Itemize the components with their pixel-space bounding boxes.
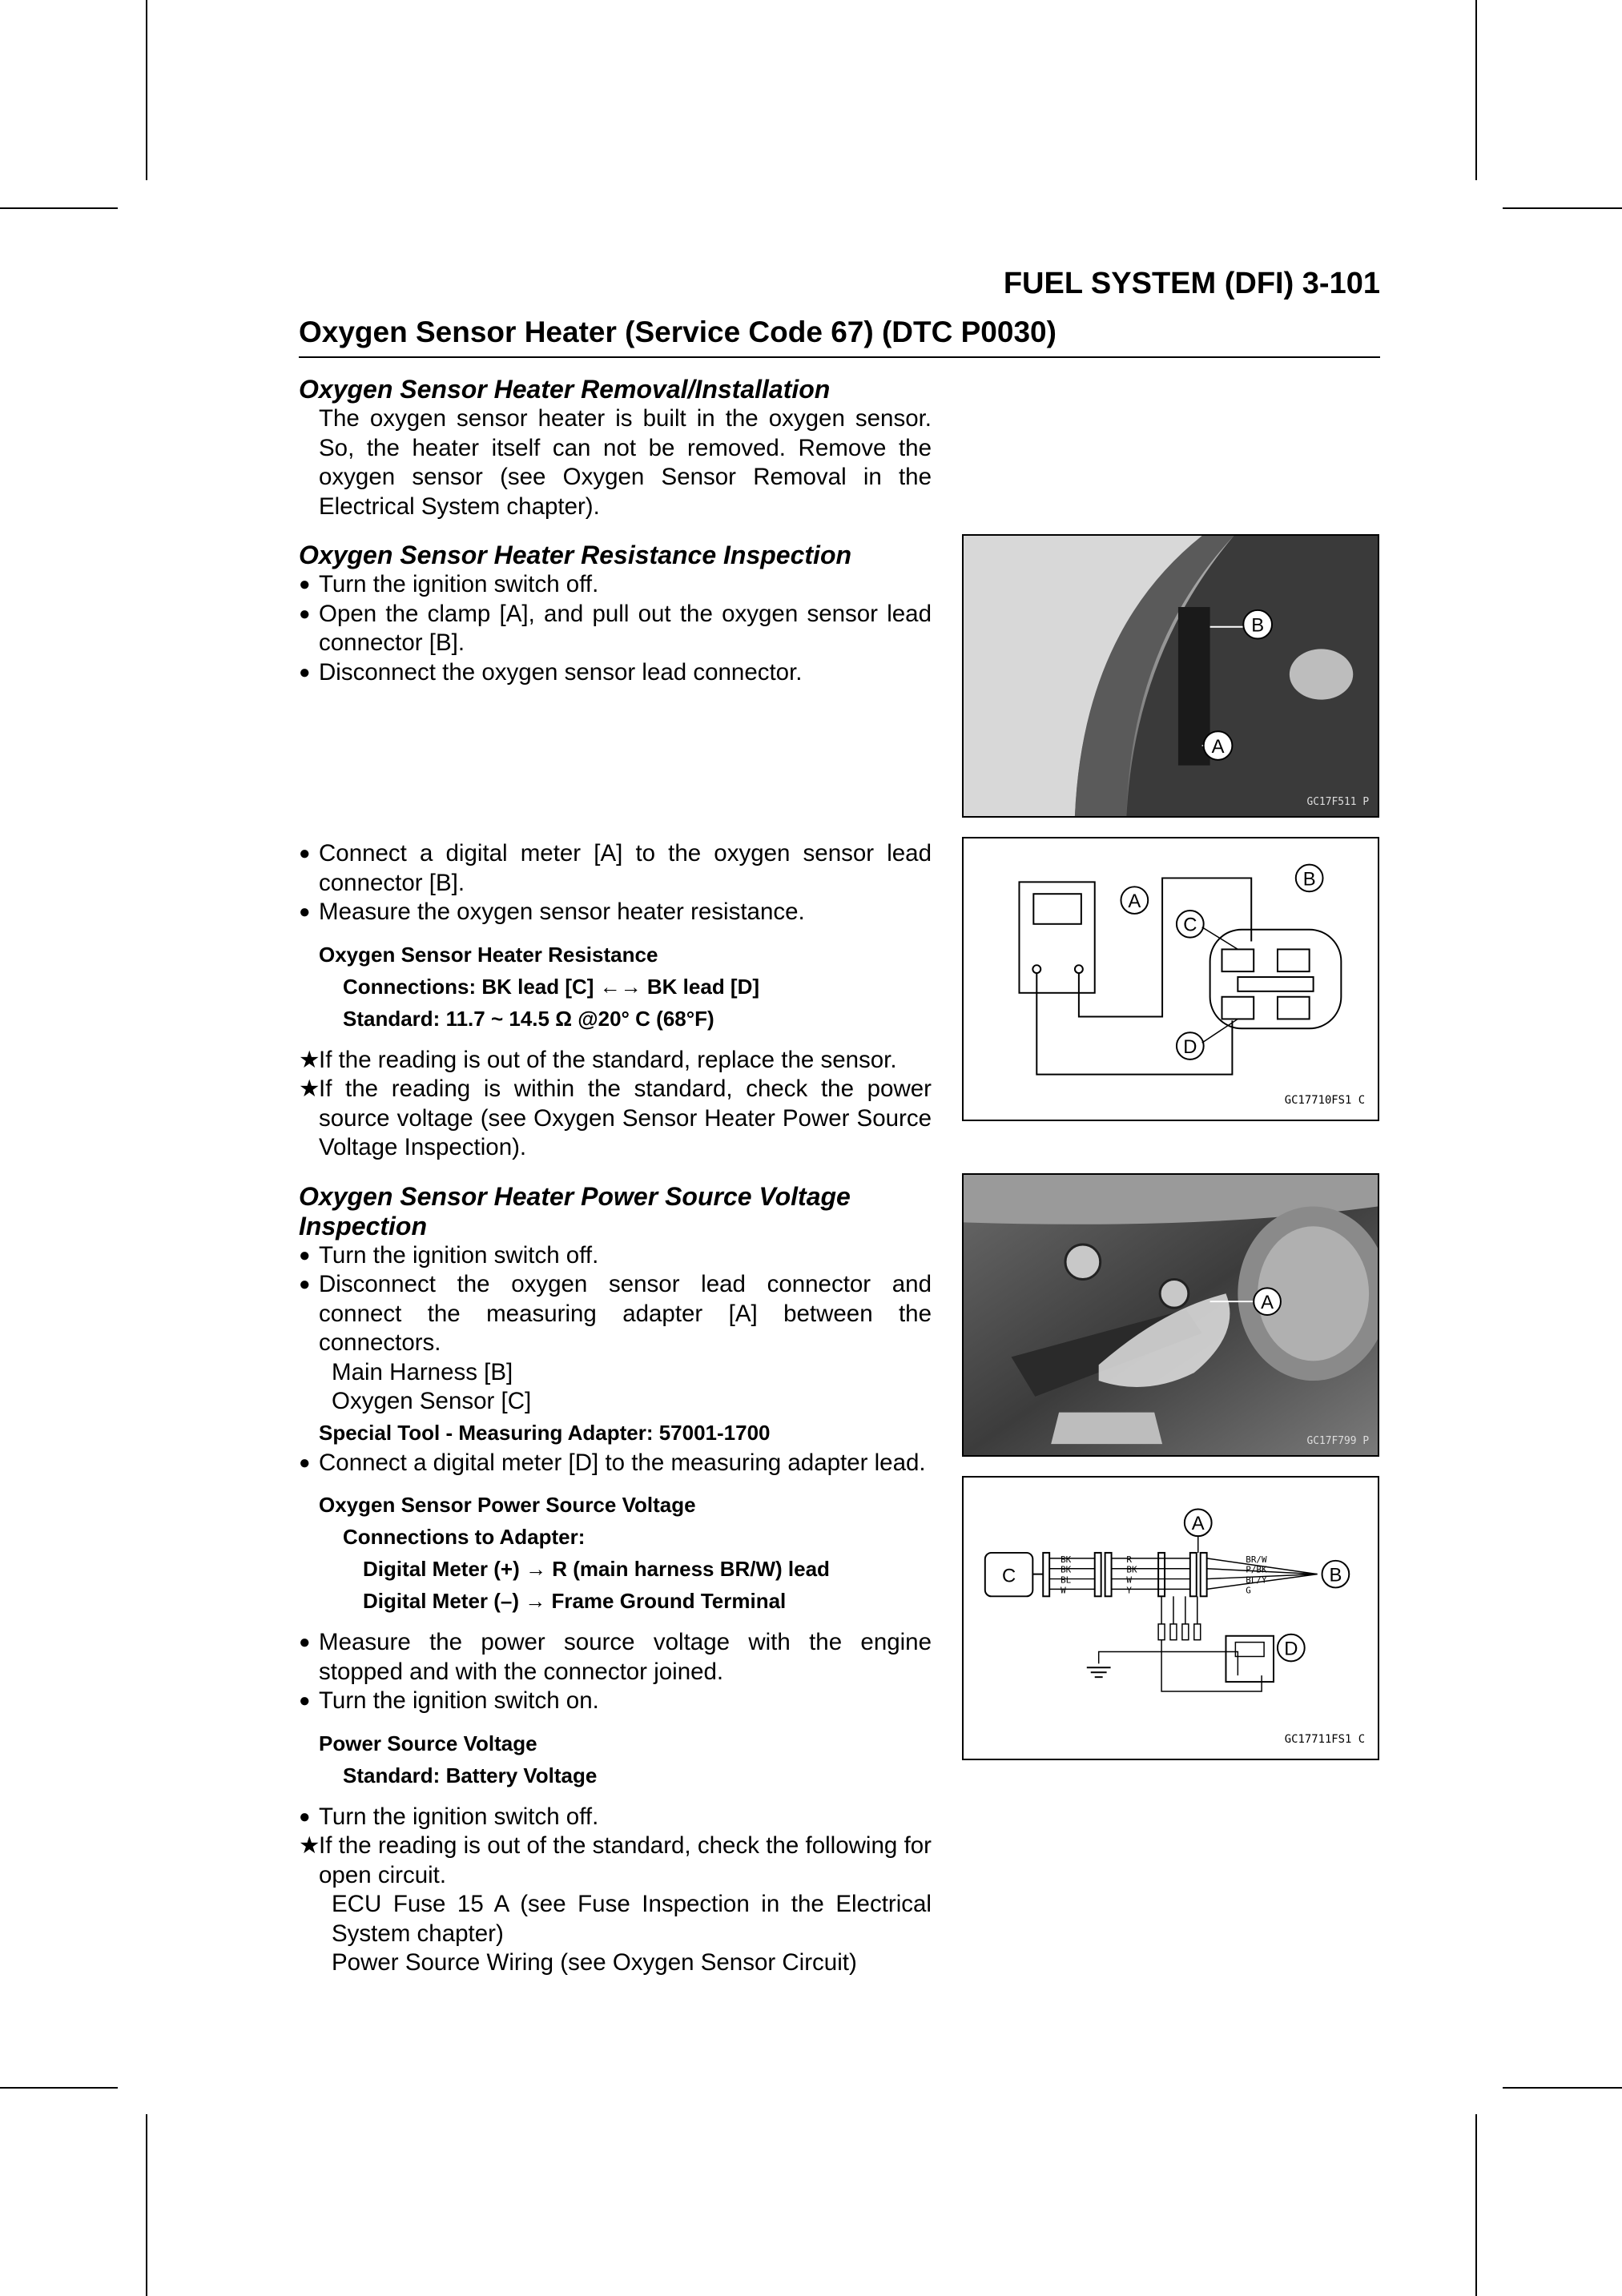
text-column bbox=[299, 375, 932, 1978]
list-item: ● Turn the ignition switch off. bbox=[299, 571, 599, 597]
sub-item: ECU Fuse 15 A (see Fuse Inspection in the Electrical System chapter) bbox=[332, 1891, 932, 1947]
callout-a: A bbox=[1128, 891, 1141, 913]
list-item: ● Disconnect the oxygen sensor lead connector. bbox=[299, 658, 803, 686]
wire-label: P/BK bbox=[1246, 1564, 1267, 1575]
callout-a: A bbox=[1191, 1513, 1205, 1535]
callout-c: C bbox=[1183, 914, 1197, 936]
callout-b: B bbox=[1251, 614, 1265, 637]
list-item: ● Connect a digital meter [D] to the measuring adapter lead. bbox=[299, 1449, 926, 1476]
crop-mark bbox=[0, 2087, 118, 2089]
list-item: ● Open the clamp [A], and pull out the oxygen sensor lead connector [B]. bbox=[299, 600, 932, 656]
source-spec: Power Source Voltage Standard: Battery Voltage bbox=[319, 1731, 598, 1787]
resistance-title: Oxygen Sensor Heater Resistance Inspection bbox=[299, 541, 852, 569]
voltage-spec: Oxygen Sensor Power Source Voltage Connections to Adapter: Digital Meter (+) → R (main harness BR/W) lead Digital Meter (–) → Frame Ground Terminal bbox=[319, 1493, 830, 1613]
removal-body: The oxygen sensor heater is built in the oxygen sensor. So, the heater itself can not be removed. Remove the oxygen sensor (see Oxygen Sensor Removal in the Electrical System chapter). bbox=[319, 405, 932, 520]
list-item: ● Measure the oxygen sensor heater resistance. bbox=[299, 899, 805, 925]
wire-label: W bbox=[1126, 1574, 1133, 1586]
figure-code: GC17710FS1 C bbox=[1284, 1094, 1366, 1108]
list-item: ★ If the reading is out of the standard, check the following for open circuit. bbox=[299, 1832, 932, 1888]
crop-mark bbox=[146, 2114, 147, 2296]
wire-label: BL/Y bbox=[1246, 1574, 1267, 1586]
list-item: ● Turn the ignition switch off. bbox=[299, 1803, 599, 1830]
running-header: FUEL SYSTEM (DFI) 3-101 bbox=[1003, 267, 1380, 300]
crop-mark bbox=[1475, 2114, 1477, 2296]
crop-mark bbox=[0, 207, 118, 209]
figure-photo-adapter bbox=[962, 1173, 1379, 1457]
section-title: Oxygen Sensor Heater (Service Code 67) (DTC P0030) bbox=[299, 316, 1057, 348]
callout-a: A bbox=[1211, 735, 1225, 758]
list-item: ● Turn the ignition switch off. bbox=[299, 1241, 599, 1269]
wire-label: BR/W bbox=[1246, 1554, 1267, 1565]
wire-label: BK bbox=[1061, 1554, 1072, 1565]
crop-mark bbox=[1475, 0, 1477, 180]
figure-code: GC17F799 P bbox=[1306, 1435, 1370, 1448]
crop-mark bbox=[146, 0, 147, 180]
callout-a: A bbox=[1261, 1292, 1274, 1314]
figure-voltage-diagram bbox=[962, 1476, 1379, 1760]
list-item: ● Measure the power source voltage with the engine stopped and with the connector joined. bbox=[299, 1629, 932, 1685]
callout-b: B bbox=[1329, 1564, 1342, 1586]
sub-item: Oxygen Sensor [C] bbox=[332, 1388, 532, 1414]
removal-title: Oxygen Sensor Heater Removal/Installation bbox=[299, 375, 831, 404]
figure-code: GC17F511 P bbox=[1306, 796, 1370, 809]
wire-label: BK bbox=[1126, 1564, 1137, 1575]
list-item: ● Connect a digital meter [A] to the oxygen sensor lead connector [B]. bbox=[299, 840, 932, 896]
callout-b: B bbox=[1302, 868, 1316, 891]
callout-c: C bbox=[1001, 1565, 1016, 1587]
sub-item: Power Source Wiring (see Oxygen Sensor Circuit) bbox=[332, 1949, 857, 1976]
resistance-spec: Oxygen Sensor Heater Resistance Connections: BK lead [C] ←→ BK lead [D] Standard: 11.7 ~ 14.5 Ω @20° C (68°F) bbox=[319, 942, 760, 1031]
figure-resistance-diagram bbox=[962, 837, 1379, 1121]
wire-label: R bbox=[1126, 1554, 1133, 1565]
wire-label: G bbox=[1246, 1585, 1251, 1596]
list-item: ● Disconnect the oxygen sensor lead connector and connect the measuring adapter [A] between the connectors. bbox=[299, 1271, 932, 1356]
special-tool: Special Tool - Measuring Adapter: 57001-1700 bbox=[319, 1420, 771, 1445]
wire-label: Y bbox=[1126, 1585, 1133, 1596]
list-item: ★ If the reading is out of the standard, replace the sensor. bbox=[299, 1046, 897, 1073]
wire-label: BK bbox=[1061, 1564, 1072, 1575]
wire-label: BL bbox=[1061, 1574, 1072, 1586]
figure-photo-clamp bbox=[962, 534, 1379, 818]
list-item: ★ If the reading is within the standard, check the power source voltage (see Oxygen Sensor Heater Power Source Voltage Inspection). bbox=[299, 1076, 932, 1160]
figure-code: GC17711FS1 C bbox=[1284, 1733, 1366, 1747]
callout-d: D bbox=[1183, 1035, 1197, 1058]
sub-item: Main Harness [B] bbox=[332, 1358, 513, 1385]
callout-d: D bbox=[1284, 1638, 1298, 1660]
crop-mark bbox=[1503, 2087, 1622, 2089]
section-rule bbox=[299, 356, 1380, 358]
crop-mark bbox=[1503, 207, 1622, 209]
power-title: Oxygen Sensor Heater Power Source Voltage Inspection bbox=[299, 1181, 851, 1240]
list-item: ● Turn the ignition switch on. bbox=[299, 1687, 599, 1714]
wire-label: W bbox=[1061, 1585, 1066, 1596]
